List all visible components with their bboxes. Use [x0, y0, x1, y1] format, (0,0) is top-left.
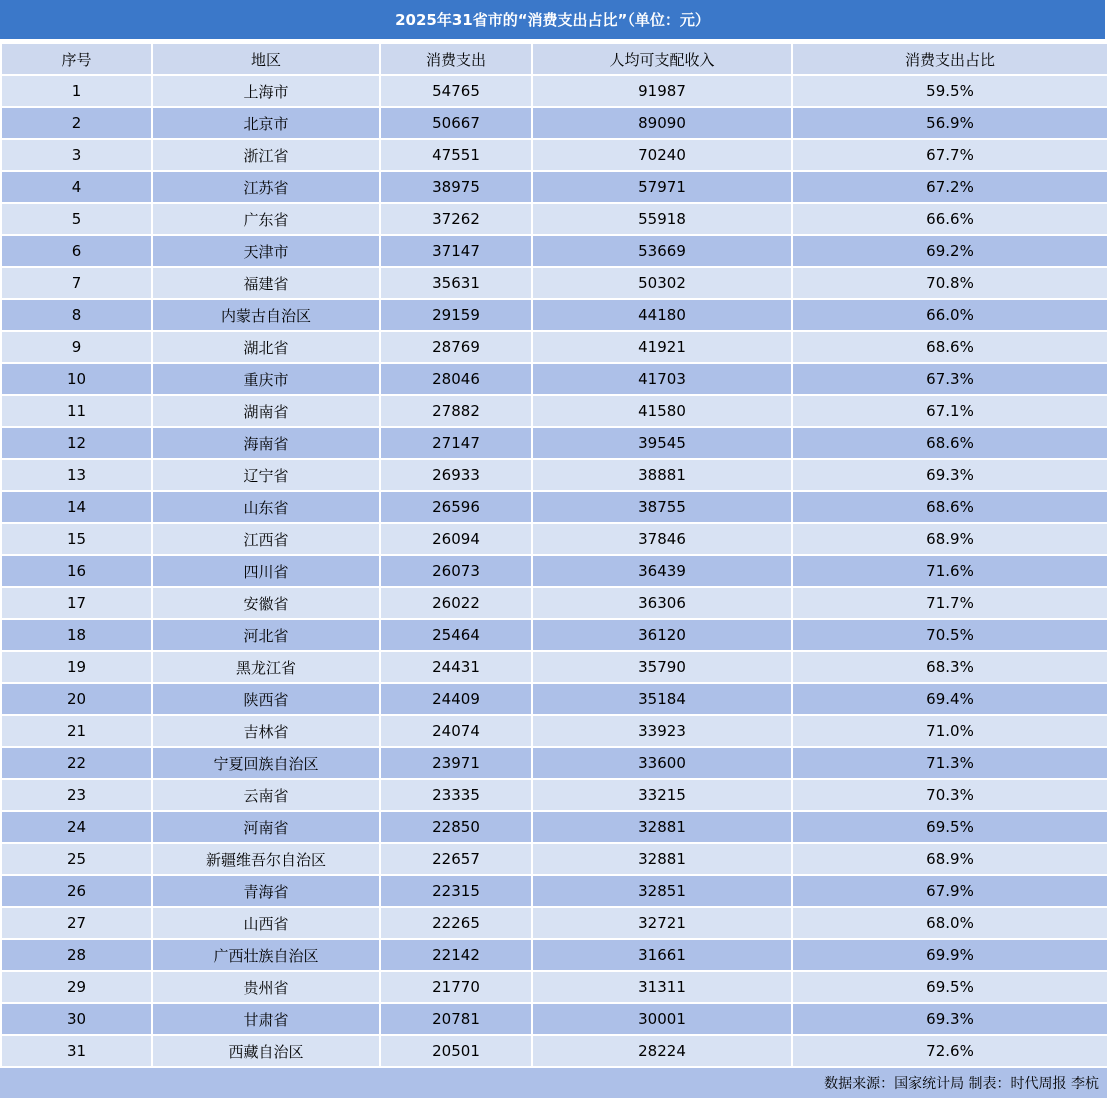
cell-ratio: 67.3%	[792, 363, 1108, 395]
cell-income: 33215	[532, 779, 792, 811]
cell-ratio: 56.9%	[792, 107, 1108, 139]
cell-consumption: 20501	[380, 1035, 532, 1067]
cell-region: 湖北省	[152, 331, 380, 363]
cell-consumption: 22265	[380, 907, 532, 939]
cell-index: 17	[1, 587, 152, 619]
cell-income: 36439	[532, 555, 792, 587]
cell-consumption: 26933	[380, 459, 532, 491]
cell-index: 26	[1, 875, 152, 907]
cell-ratio: 69.2%	[792, 235, 1108, 267]
cell-index: 29	[1, 971, 152, 1003]
table-row	[1, 619, 1108, 651]
cell-ratio: 67.2%	[792, 171, 1108, 203]
cell-income: 32881	[532, 843, 792, 875]
cell-ratio: 68.6%	[792, 491, 1108, 523]
cell-income: 38881	[532, 459, 792, 491]
table-row	[1, 971, 1108, 1003]
cell-income: 70240	[532, 139, 792, 171]
cell-income: 55918	[532, 203, 792, 235]
data-table	[0, 42, 1109, 1068]
table-row	[1, 299, 1108, 331]
cell-index: 25	[1, 843, 152, 875]
cell-consumption: 24431	[380, 651, 532, 683]
cell-income: 39545	[532, 427, 792, 459]
cell-index: 31	[1, 1035, 152, 1067]
table-row	[1, 139, 1108, 171]
table-title: 2025年31省市的“消费支出占比”（单位：元）	[0, 0, 1105, 39]
cell-index: 30	[1, 1003, 152, 1035]
cell-consumption: 47551	[380, 139, 532, 171]
cell-consumption: 24409	[380, 683, 532, 715]
cell-index: 3	[1, 139, 152, 171]
cell-region: 山东省	[152, 491, 380, 523]
cell-ratio: 69.3%	[792, 459, 1108, 491]
cell-income: 33600	[532, 747, 792, 779]
cell-index: 1	[1, 75, 152, 107]
cell-index: 11	[1, 395, 152, 427]
header-region: 地区	[152, 43, 380, 75]
cell-region: 广西壮族自治区	[152, 939, 380, 971]
table-row	[1, 395, 1108, 427]
cell-ratio: 69.3%	[792, 1003, 1108, 1035]
cell-consumption: 38975	[380, 171, 532, 203]
cell-region: 江苏省	[152, 171, 380, 203]
table-row	[1, 459, 1108, 491]
cell-region: 山西省	[152, 907, 380, 939]
cell-ratio: 68.0%	[792, 907, 1108, 939]
cell-consumption: 20781	[380, 1003, 532, 1035]
cell-consumption: 22850	[380, 811, 532, 843]
cell-region: 青海省	[152, 875, 380, 907]
cell-region: 新疆维吾尔自治区	[152, 843, 380, 875]
cell-region: 贵州省	[152, 971, 380, 1003]
table-row	[1, 331, 1108, 363]
cell-consumption: 26596	[380, 491, 532, 523]
cell-region: 海南省	[152, 427, 380, 459]
cell-region: 四川省	[152, 555, 380, 587]
cell-region: 吉林省	[152, 715, 380, 747]
cell-region: 浙江省	[152, 139, 380, 171]
cell-income: 32721	[532, 907, 792, 939]
cell-ratio: 70.8%	[792, 267, 1108, 299]
cell-consumption: 54765	[380, 75, 532, 107]
table-row	[1, 875, 1108, 907]
cell-ratio: 66.0%	[792, 299, 1108, 331]
cell-income: 37846	[532, 523, 792, 555]
cell-consumption: 22315	[380, 875, 532, 907]
table-row	[1, 267, 1108, 299]
cell-region: 西藏自治区	[152, 1035, 380, 1067]
cell-ratio: 69.4%	[792, 683, 1108, 715]
cell-income: 35184	[532, 683, 792, 715]
cell-ratio: 71.6%	[792, 555, 1108, 587]
table-row	[1, 427, 1108, 459]
cell-index: 10	[1, 363, 152, 395]
cell-income: 31311	[532, 971, 792, 1003]
cell-consumption: 24074	[380, 715, 532, 747]
cell-index: 28	[1, 939, 152, 971]
cell-index: 27	[1, 907, 152, 939]
cell-ratio: 71.0%	[792, 715, 1108, 747]
cell-consumption: 28046	[380, 363, 532, 395]
cell-ratio: 71.7%	[792, 587, 1108, 619]
cell-income: 32851	[532, 875, 792, 907]
table-row	[1, 523, 1108, 555]
cell-region: 宁夏回族自治区	[152, 747, 380, 779]
cell-region: 天津市	[152, 235, 380, 267]
header-consumption: 消费支出	[380, 43, 532, 75]
cell-index: 5	[1, 203, 152, 235]
cell-index: 8	[1, 299, 152, 331]
cell-income: 33923	[532, 715, 792, 747]
table-row	[1, 235, 1108, 267]
cell-index: 22	[1, 747, 152, 779]
cell-income: 30001	[532, 1003, 792, 1035]
cell-ratio: 71.3%	[792, 747, 1108, 779]
cell-consumption: 23335	[380, 779, 532, 811]
cell-region: 安徽省	[152, 587, 380, 619]
table-row	[1, 939, 1108, 971]
table-row	[1, 747, 1108, 779]
header-ratio: 消费支出占比	[792, 43, 1108, 75]
cell-index: 14	[1, 491, 152, 523]
table-row	[1, 203, 1108, 235]
cell-index: 16	[1, 555, 152, 587]
header-row	[1, 43, 1108, 75]
cell-income: 89090	[532, 107, 792, 139]
cell-ratio: 67.7%	[792, 139, 1108, 171]
source-note: 数据来源：国家统计局 制表：时代周报 李杭	[824, 1076, 1099, 1092]
cell-ratio: 69.5%	[792, 971, 1108, 1003]
cell-index: 18	[1, 619, 152, 651]
cell-region: 辽宁省	[152, 459, 380, 491]
cell-income: 35790	[532, 651, 792, 683]
cell-ratio: 67.1%	[792, 395, 1108, 427]
cell-ratio: 69.5%	[792, 811, 1108, 843]
cell-ratio: 66.6%	[792, 203, 1108, 235]
table-row	[1, 363, 1108, 395]
table-row	[1, 171, 1108, 203]
cell-ratio: 68.9%	[792, 523, 1108, 555]
cell-region: 北京市	[152, 107, 380, 139]
cell-consumption: 22142	[380, 939, 532, 971]
table-row	[1, 715, 1108, 747]
cell-income: 53669	[532, 235, 792, 267]
cell-income: 41580	[532, 395, 792, 427]
cell-index: 7	[1, 267, 152, 299]
cell-region: 黑龙江省	[152, 651, 380, 683]
cell-ratio: 70.5%	[792, 619, 1108, 651]
cell-income: 91987	[532, 75, 792, 107]
cell-consumption: 26094	[380, 523, 532, 555]
cell-ratio: 70.3%	[792, 779, 1108, 811]
table-row	[1, 75, 1108, 107]
cell-index: 23	[1, 779, 152, 811]
cell-consumption: 27882	[380, 395, 532, 427]
table-row	[1, 779, 1108, 811]
table-row	[1, 683, 1108, 715]
cell-region: 陕西省	[152, 683, 380, 715]
cell-ratio: 68.6%	[792, 427, 1108, 459]
cell-consumption: 23971	[380, 747, 532, 779]
cell-index: 19	[1, 651, 152, 683]
cell-income: 50302	[532, 267, 792, 299]
cell-ratio: 69.9%	[792, 939, 1108, 971]
cell-region: 重庆市	[152, 363, 380, 395]
table-row	[1, 651, 1108, 683]
table-row	[1, 1003, 1108, 1035]
cell-income: 36306	[532, 587, 792, 619]
cell-income: 41921	[532, 331, 792, 363]
cell-ratio: 67.9%	[792, 875, 1108, 907]
cell-income: 28224	[532, 1035, 792, 1067]
cell-income: 32881	[532, 811, 792, 843]
header-income: 人均可支配收入	[532, 43, 792, 75]
table-row	[1, 587, 1108, 619]
cell-index: 13	[1, 459, 152, 491]
cell-index: 24	[1, 811, 152, 843]
table-row	[1, 843, 1108, 875]
cell-region: 内蒙古自治区	[152, 299, 380, 331]
cell-consumption: 50667	[380, 107, 532, 139]
cell-income: 38755	[532, 491, 792, 523]
source-footer	[0, 1068, 1107, 1098]
cell-index: 12	[1, 427, 152, 459]
table-body	[1, 75, 1108, 1067]
cell-region: 云南省	[152, 779, 380, 811]
cell-index: 6	[1, 235, 152, 267]
table-row	[1, 811, 1108, 843]
cell-consumption: 28769	[380, 331, 532, 363]
cell-region: 江西省	[152, 523, 380, 555]
cell-ratio: 68.3%	[792, 651, 1108, 683]
cell-consumption: 27147	[380, 427, 532, 459]
cell-income: 36120	[532, 619, 792, 651]
cell-ratio: 59.5%	[792, 75, 1108, 107]
cell-consumption: 37262	[380, 203, 532, 235]
cell-income: 44180	[532, 299, 792, 331]
cell-index: 20	[1, 683, 152, 715]
cell-ratio: 72.6%	[792, 1035, 1108, 1067]
table-row	[1, 907, 1108, 939]
cell-index: 9	[1, 331, 152, 363]
table-row	[1, 491, 1108, 523]
cell-income: 41703	[532, 363, 792, 395]
cell-region: 广东省	[152, 203, 380, 235]
cell-income: 57971	[532, 171, 792, 203]
cell-income: 31661	[532, 939, 792, 971]
cell-consumption: 26073	[380, 555, 532, 587]
cell-region: 上海市	[152, 75, 380, 107]
cell-index: 4	[1, 171, 152, 203]
cell-consumption: 25464	[380, 619, 532, 651]
cell-index: 2	[1, 107, 152, 139]
table-row	[1, 1035, 1108, 1067]
table-row	[1, 107, 1108, 139]
cell-ratio: 68.9%	[792, 843, 1108, 875]
cell-region: 河南省	[152, 811, 380, 843]
cell-region: 福建省	[152, 267, 380, 299]
cell-region: 河北省	[152, 619, 380, 651]
cell-consumption: 37147	[380, 235, 532, 267]
cell-consumption: 21770	[380, 971, 532, 1003]
cell-index: 21	[1, 715, 152, 747]
header-index: 序号	[1, 43, 152, 75]
cell-consumption: 29159	[380, 299, 532, 331]
cell-ratio: 68.6%	[792, 331, 1108, 363]
cell-index: 15	[1, 523, 152, 555]
cell-region: 甘肃省	[152, 1003, 380, 1035]
table-row	[1, 555, 1108, 587]
cell-consumption: 26022	[380, 587, 532, 619]
cell-consumption: 22657	[380, 843, 532, 875]
cell-consumption: 35631	[380, 267, 532, 299]
cell-region: 湖南省	[152, 395, 380, 427]
